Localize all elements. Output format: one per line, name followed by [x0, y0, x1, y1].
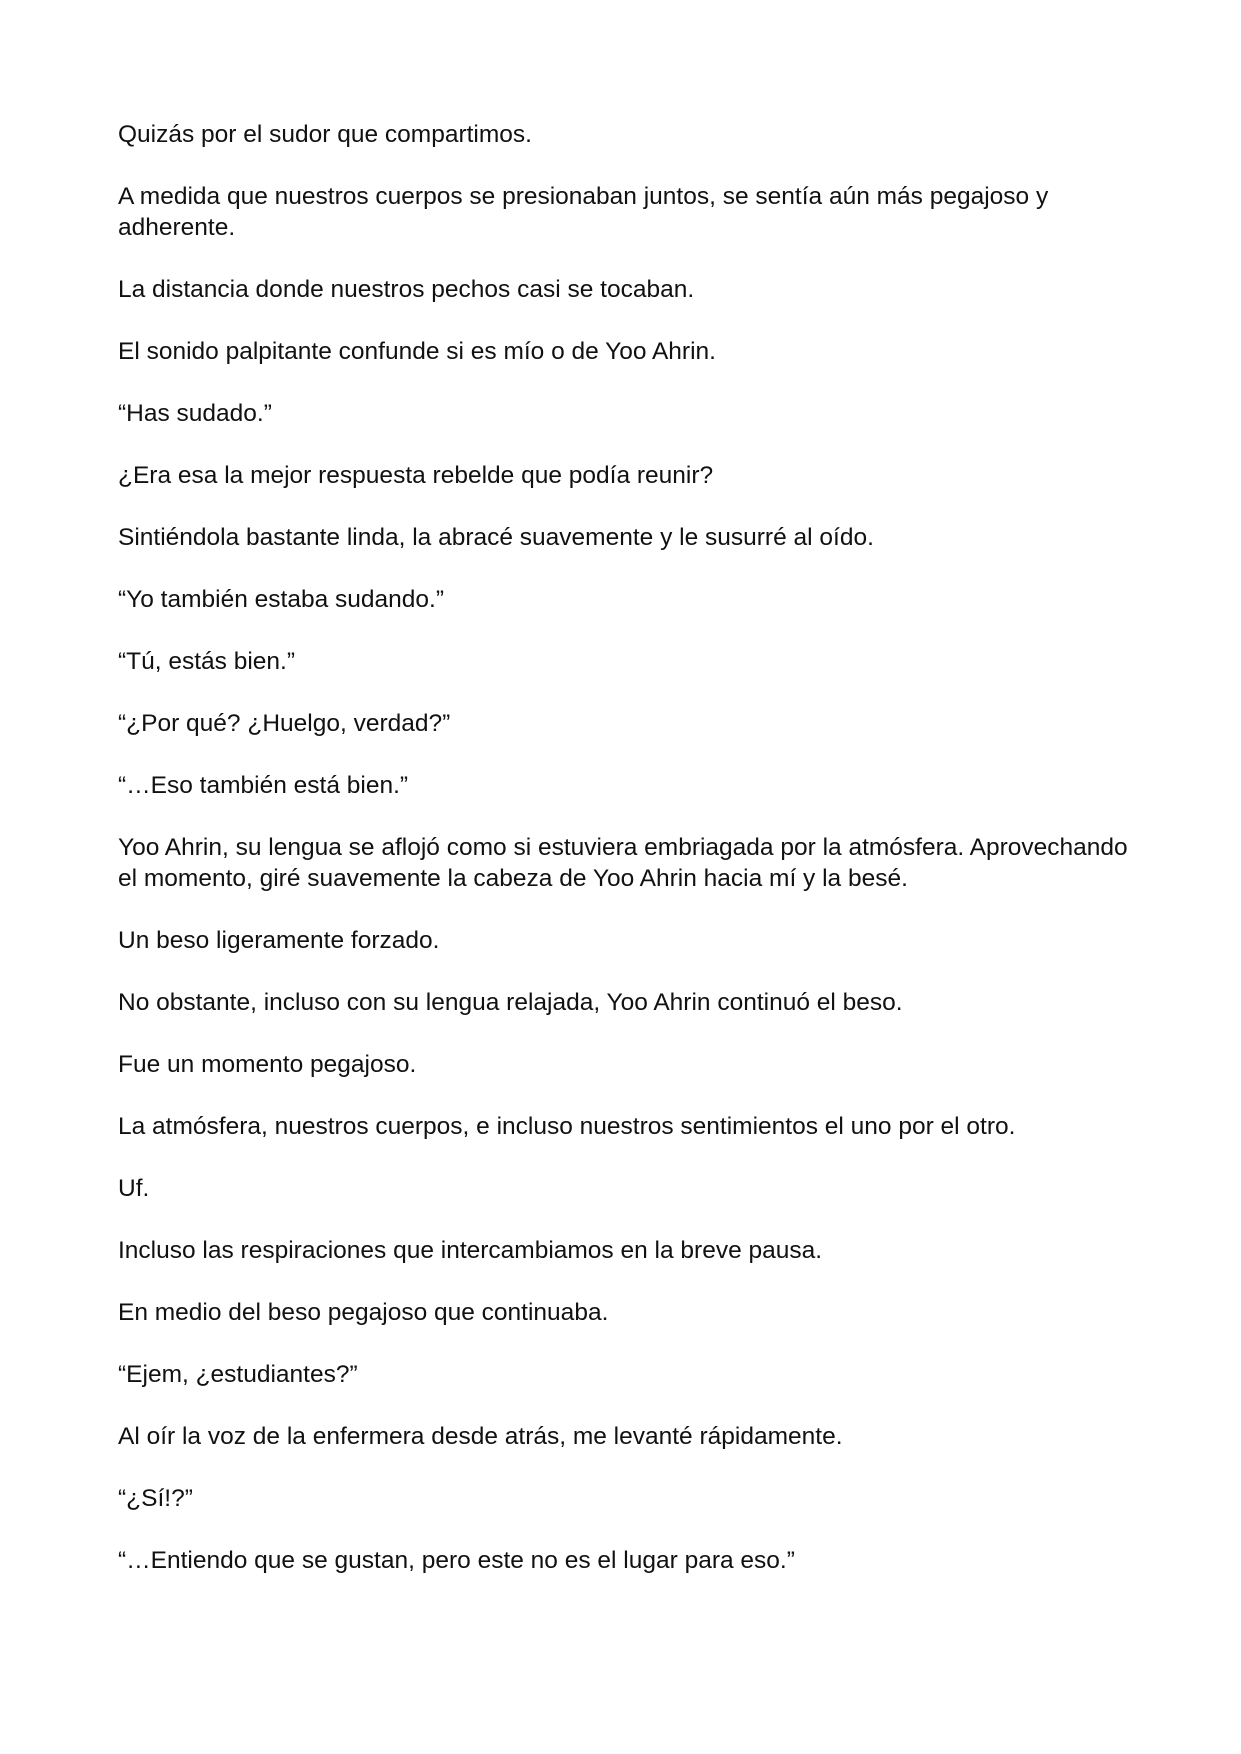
paragraph: La distancia donde nuestros pechos casi se tocaban.	[118, 276, 695, 303]
paragraph: Quizás por el sudor que compartimos.	[118, 121, 532, 148]
paragraph: El sonido palpitante confunde si es mío o de Yoo Ahrin.	[118, 338, 716, 365]
paragraph: Yoo Ahrin, su lengua se aflojó como si estuviera embriagada por la atmósfera. Aprovechando el momento, giré suavemente la cabeza de Yoo Ahrin hacia mí y la besé.	[118, 834, 1128, 892]
paragraph: “Yo también estaba sudando.”	[118, 586, 444, 613]
paragraph: “…Eso también está bien.”	[118, 772, 409, 799]
paragraph: “Has sudado.”	[118, 400, 272, 427]
paragraph: Un beso ligeramente forzado.	[118, 927, 440, 954]
paragraph: La atmósfera, nuestros cuerpos, e incluso nuestros sentimientos el uno por el otro.	[118, 1113, 1016, 1140]
paragraph: “Ejem, ¿estudiantes?”	[118, 1361, 358, 1388]
paragraph: ¿Era esa la mejor respuesta rebelde que podía reunir?	[118, 462, 714, 489]
paragraph: “¿Por qué? ¿Huelgo, verdad?”	[118, 710, 451, 737]
paragraph: Sintiéndola bastante linda, la abracé suavemente y le susurré al oído.	[118, 524, 874, 551]
paragraph: Fue un momento pegajoso.	[118, 1051, 417, 1078]
paragraph: Uf.	[118, 1175, 150, 1202]
paragraph: En medio del beso pegajoso que continuaba.	[118, 1299, 609, 1326]
paragraph: Al oír la voz de la enfermera desde atrás, me levanté rápidamente.	[118, 1423, 843, 1450]
document-body	[118, 119, 1128, 1607]
paragraph: No obstante, incluso con su lengua relajada, Yoo Ahrin continuó el beso.	[118, 989, 903, 1016]
paragraph: “Tú, estás bien.”	[118, 648, 296, 675]
paragraph: A medida que nuestros cuerpos se presionaban juntos, se sentía aún más pegajoso y adherente.	[118, 183, 1049, 241]
paragraph: “¿Sí!?”	[118, 1485, 193, 1512]
paragraph: “…Entiendo que se gustan, pero este no es el lugar para eso.”	[118, 1547, 795, 1574]
paragraph: Incluso las respiraciones que intercambiamos en la breve pausa.	[118, 1237, 823, 1264]
